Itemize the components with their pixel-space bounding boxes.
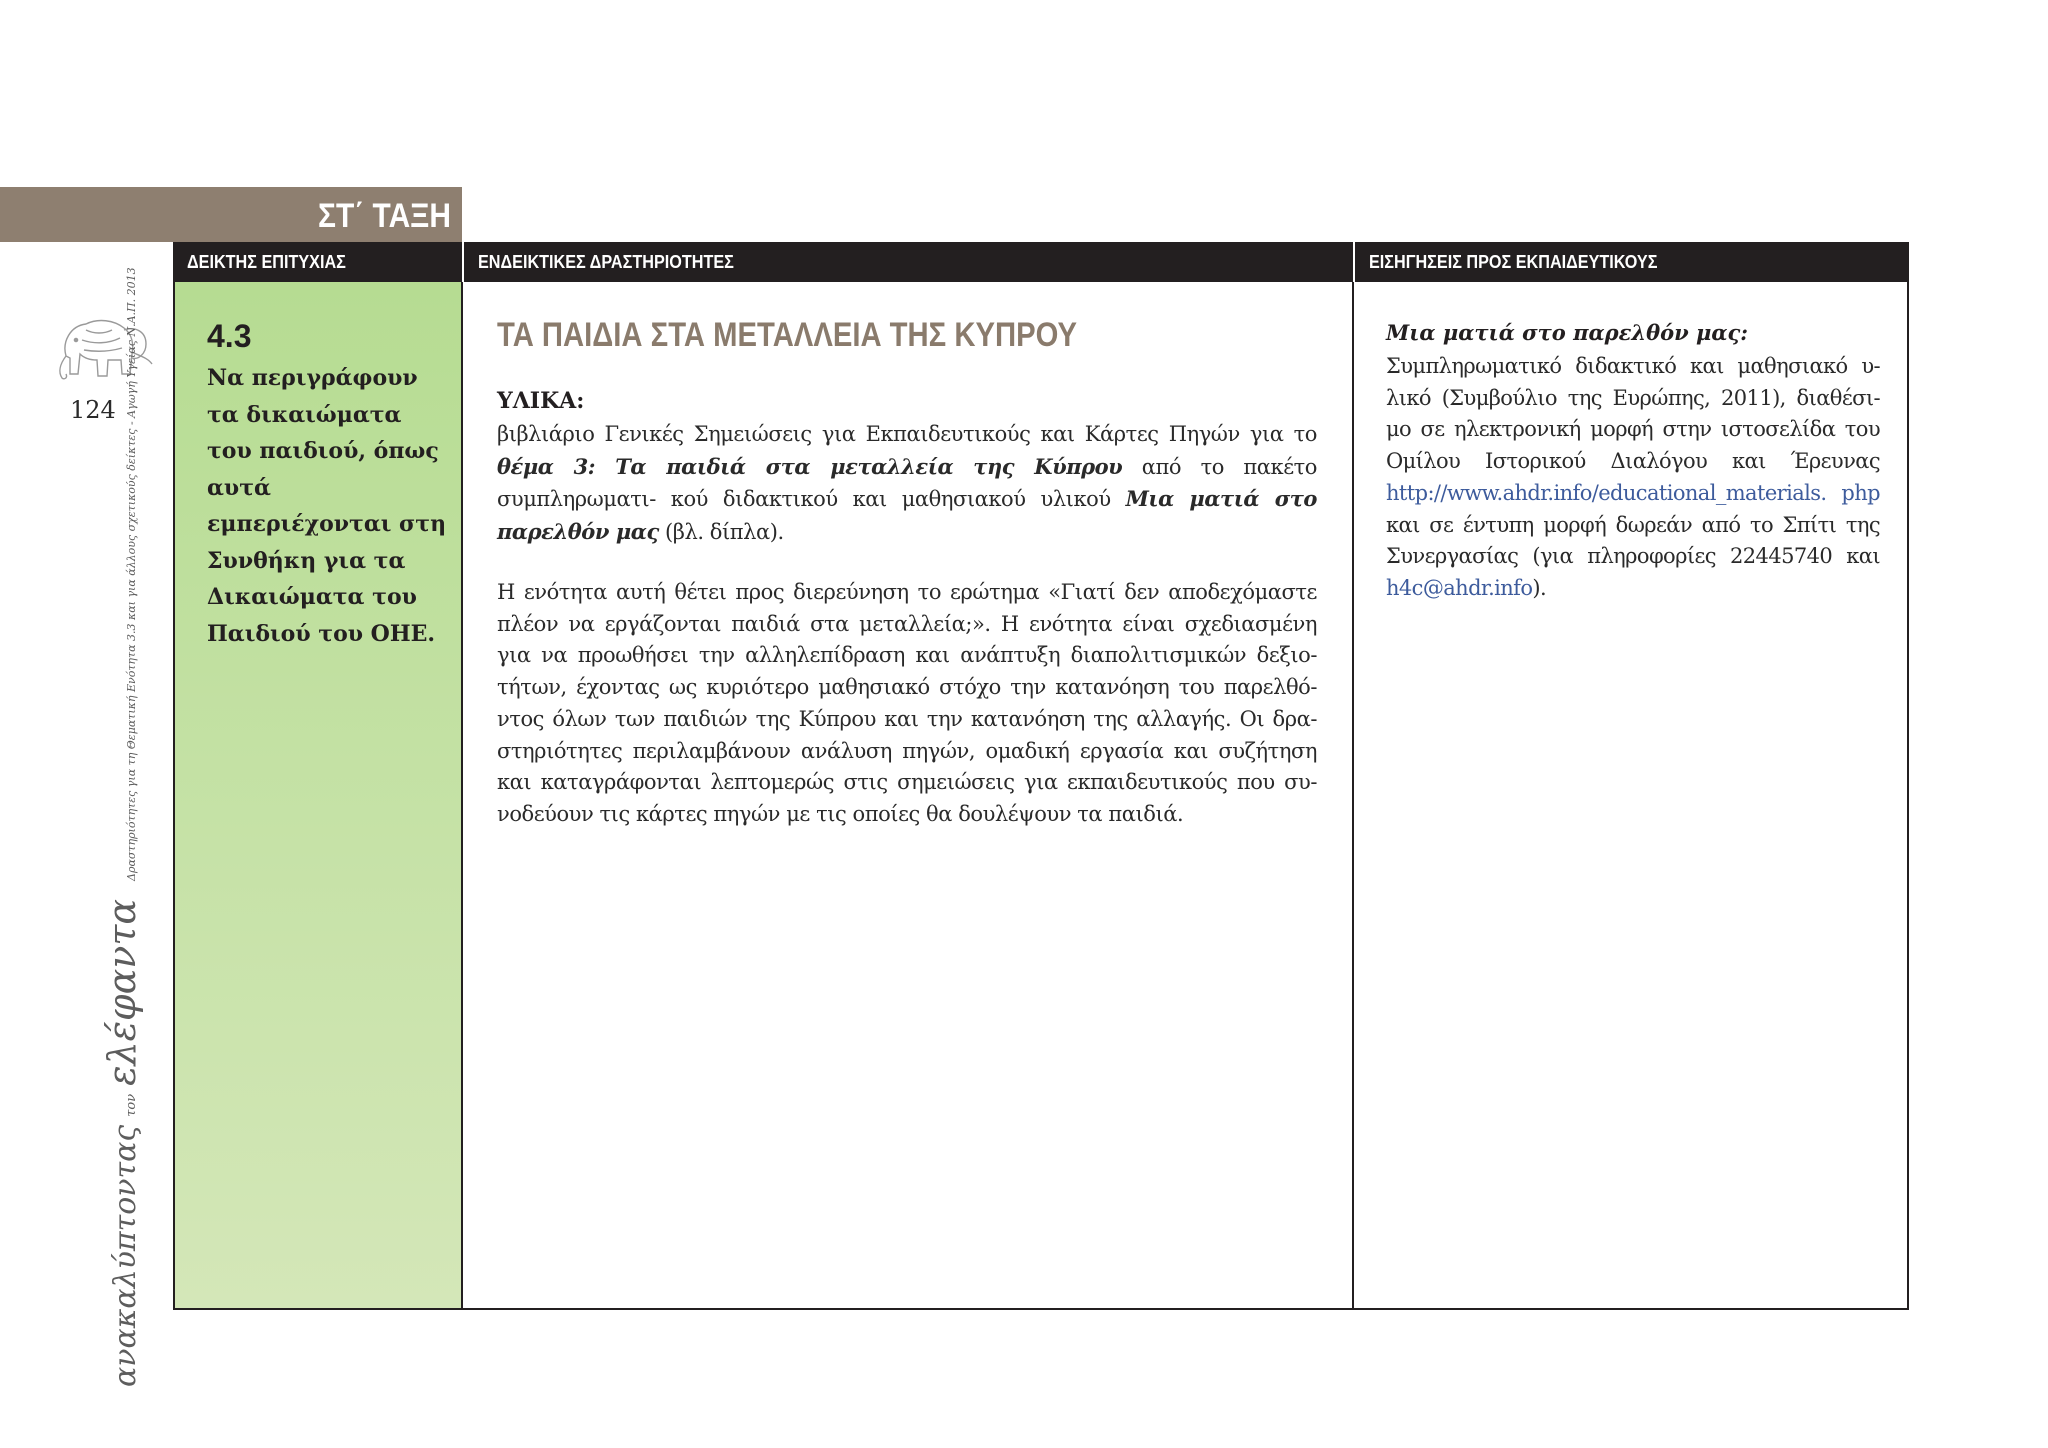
materials-paragraph (497, 419, 1317, 549)
page-number: 124 (70, 396, 116, 424)
materials-pack-title: Μια ματιά στο παρελθόν μας (497, 486, 1317, 545)
indicator-number: 4.3 (207, 318, 252, 354)
materials-text: βιβλιάριο Γενικές Σημειώσεις για Εκπαιδευτικούς και Κάρτες Πηγών για το (497, 422, 1317, 446)
spine-caption: Δραστηριότητες για τη Θεματική Ενότητα 3.3 και για άλλους σχετικούς δείκτες - Αγωγή Υγείας Ν.Α.Π. 2013 (125, 267, 138, 881)
activity-description: Η ενότητα αυτή θέτει προς διερεύνηση το ερώτημα «Γιατί δεν αποδεχόμαστε πλέον να εργάζονται παιδιά στα μεταλλεία;». Η ενότητα είναι σχεδιασμένη για να προωθήσει την αλληλεπίδραση και ανάπτυξη διαπολιτισμικών δεξιο- τήτων, έχοντας ως κυριότερο μαθησιακό στόχο την κατανόηση του παρελθό- ντος όλων των παιδιών της Κύπρου και την κατανόηση της αλλαγής. Οι δρα- στηριότητες περιλαμβάνουν ανάλυση πηγών, ομαδική εργασία και συζήτηση και καταγράφονται λεπτομερώς στις σημειώσεις για εκπαιδευτικούς που συ- νοδεύουν τις κάρτες πηγών με τις οποίες θα δουλέψουν τα παιδιά. (497, 580, 1317, 826)
column-divider (461, 282, 463, 1308)
brand-text: ελέφαντα (100, 898, 144, 1086)
column-header-activities (462, 242, 1353, 282)
suggestion-text: ). (1532, 575, 1547, 600)
email-link[interactable]: h4c@ahdr.info (1386, 575, 1533, 600)
suggestion-title: Μια ματιά στο παρελθόν μας: (1386, 320, 1749, 345)
indicator-text: Να περιγράφουν τα δικαιώματα του παιδιού, όπως αυτά εμπεριέχονται στη Συνθήκη για τα Δικαιώματα του Παιδιού του ΟΗΕ. (207, 365, 447, 647)
materials-heading: ΥΛΙΚΑ: (497, 388, 585, 414)
spine-branding (100, 267, 150, 1387)
column-header-suggestions-label: ΕΙΣΗΓΗΣΕΙΣ ΠΡΟΣ ΕΚΠΑΙΔΕΥΤΙΚΟΥΣ (1369, 252, 1658, 272)
suggestion-text: και σε έντυπη μορφή δωρεάν από το Σπίτι της Συνεργασίας (για πληροφορίες 22445740 και (1386, 512, 1880, 569)
column-header-indicators (173, 242, 462, 282)
grade-label: ΣΤ΄ ΤΑΞΗ (318, 197, 452, 235)
activity-title: ΤΑ ΠΑΙΔΙΑ ΣΤΑ ΜΕΤΑΛΛΕΙΑ ΤΗΣ ΚΥΠΡΟΥ (497, 316, 1078, 354)
resource-link[interactable]: http://www.ahdr.info/educational_materials. php (1386, 480, 1880, 505)
column-divider (1352, 282, 1354, 1308)
suggestion-paragraph (1386, 351, 1880, 605)
materials-text: (βλ. δίπλα). (658, 520, 784, 545)
brand-text: ανακαλύπτοντας (108, 1124, 143, 1387)
elephant-icon (52, 312, 156, 384)
materials-theme: θέμα 3: Τα παιδιά στα μεταλλεία της Κύπρου (497, 453, 1123, 479)
column-header-indicators-label: ΔΕΙΚΤΗΣ ΕΠΙΤΥΧΙΑΣ (187, 252, 346, 272)
column-header-suggestions (1353, 242, 1909, 282)
materials-text: από το πακέτο συμπληρωματι- κού διδακτικού και μαθησιακού υλικού (497, 454, 1317, 512)
brand-text: τον (124, 1093, 139, 1117)
suggestion-text: Συμπληρωματικό διδακτικό και μαθησιακό υ- λικό (Συμβούλιο της Ευρώπης, 2011), διαθέσι- μο σε ηλεκτρονική μορφή στην ιστοσελίδα του Ομίλου Ιστορικού Διαλόγου και Έρευνας (1386, 354, 1880, 474)
column-header-activities-label: ΕΝΔΕΙΚΤΙΚΕΣ ΔΡΑΣΤΗΡΙΟΤΗΤΕΣ (478, 252, 734, 272)
